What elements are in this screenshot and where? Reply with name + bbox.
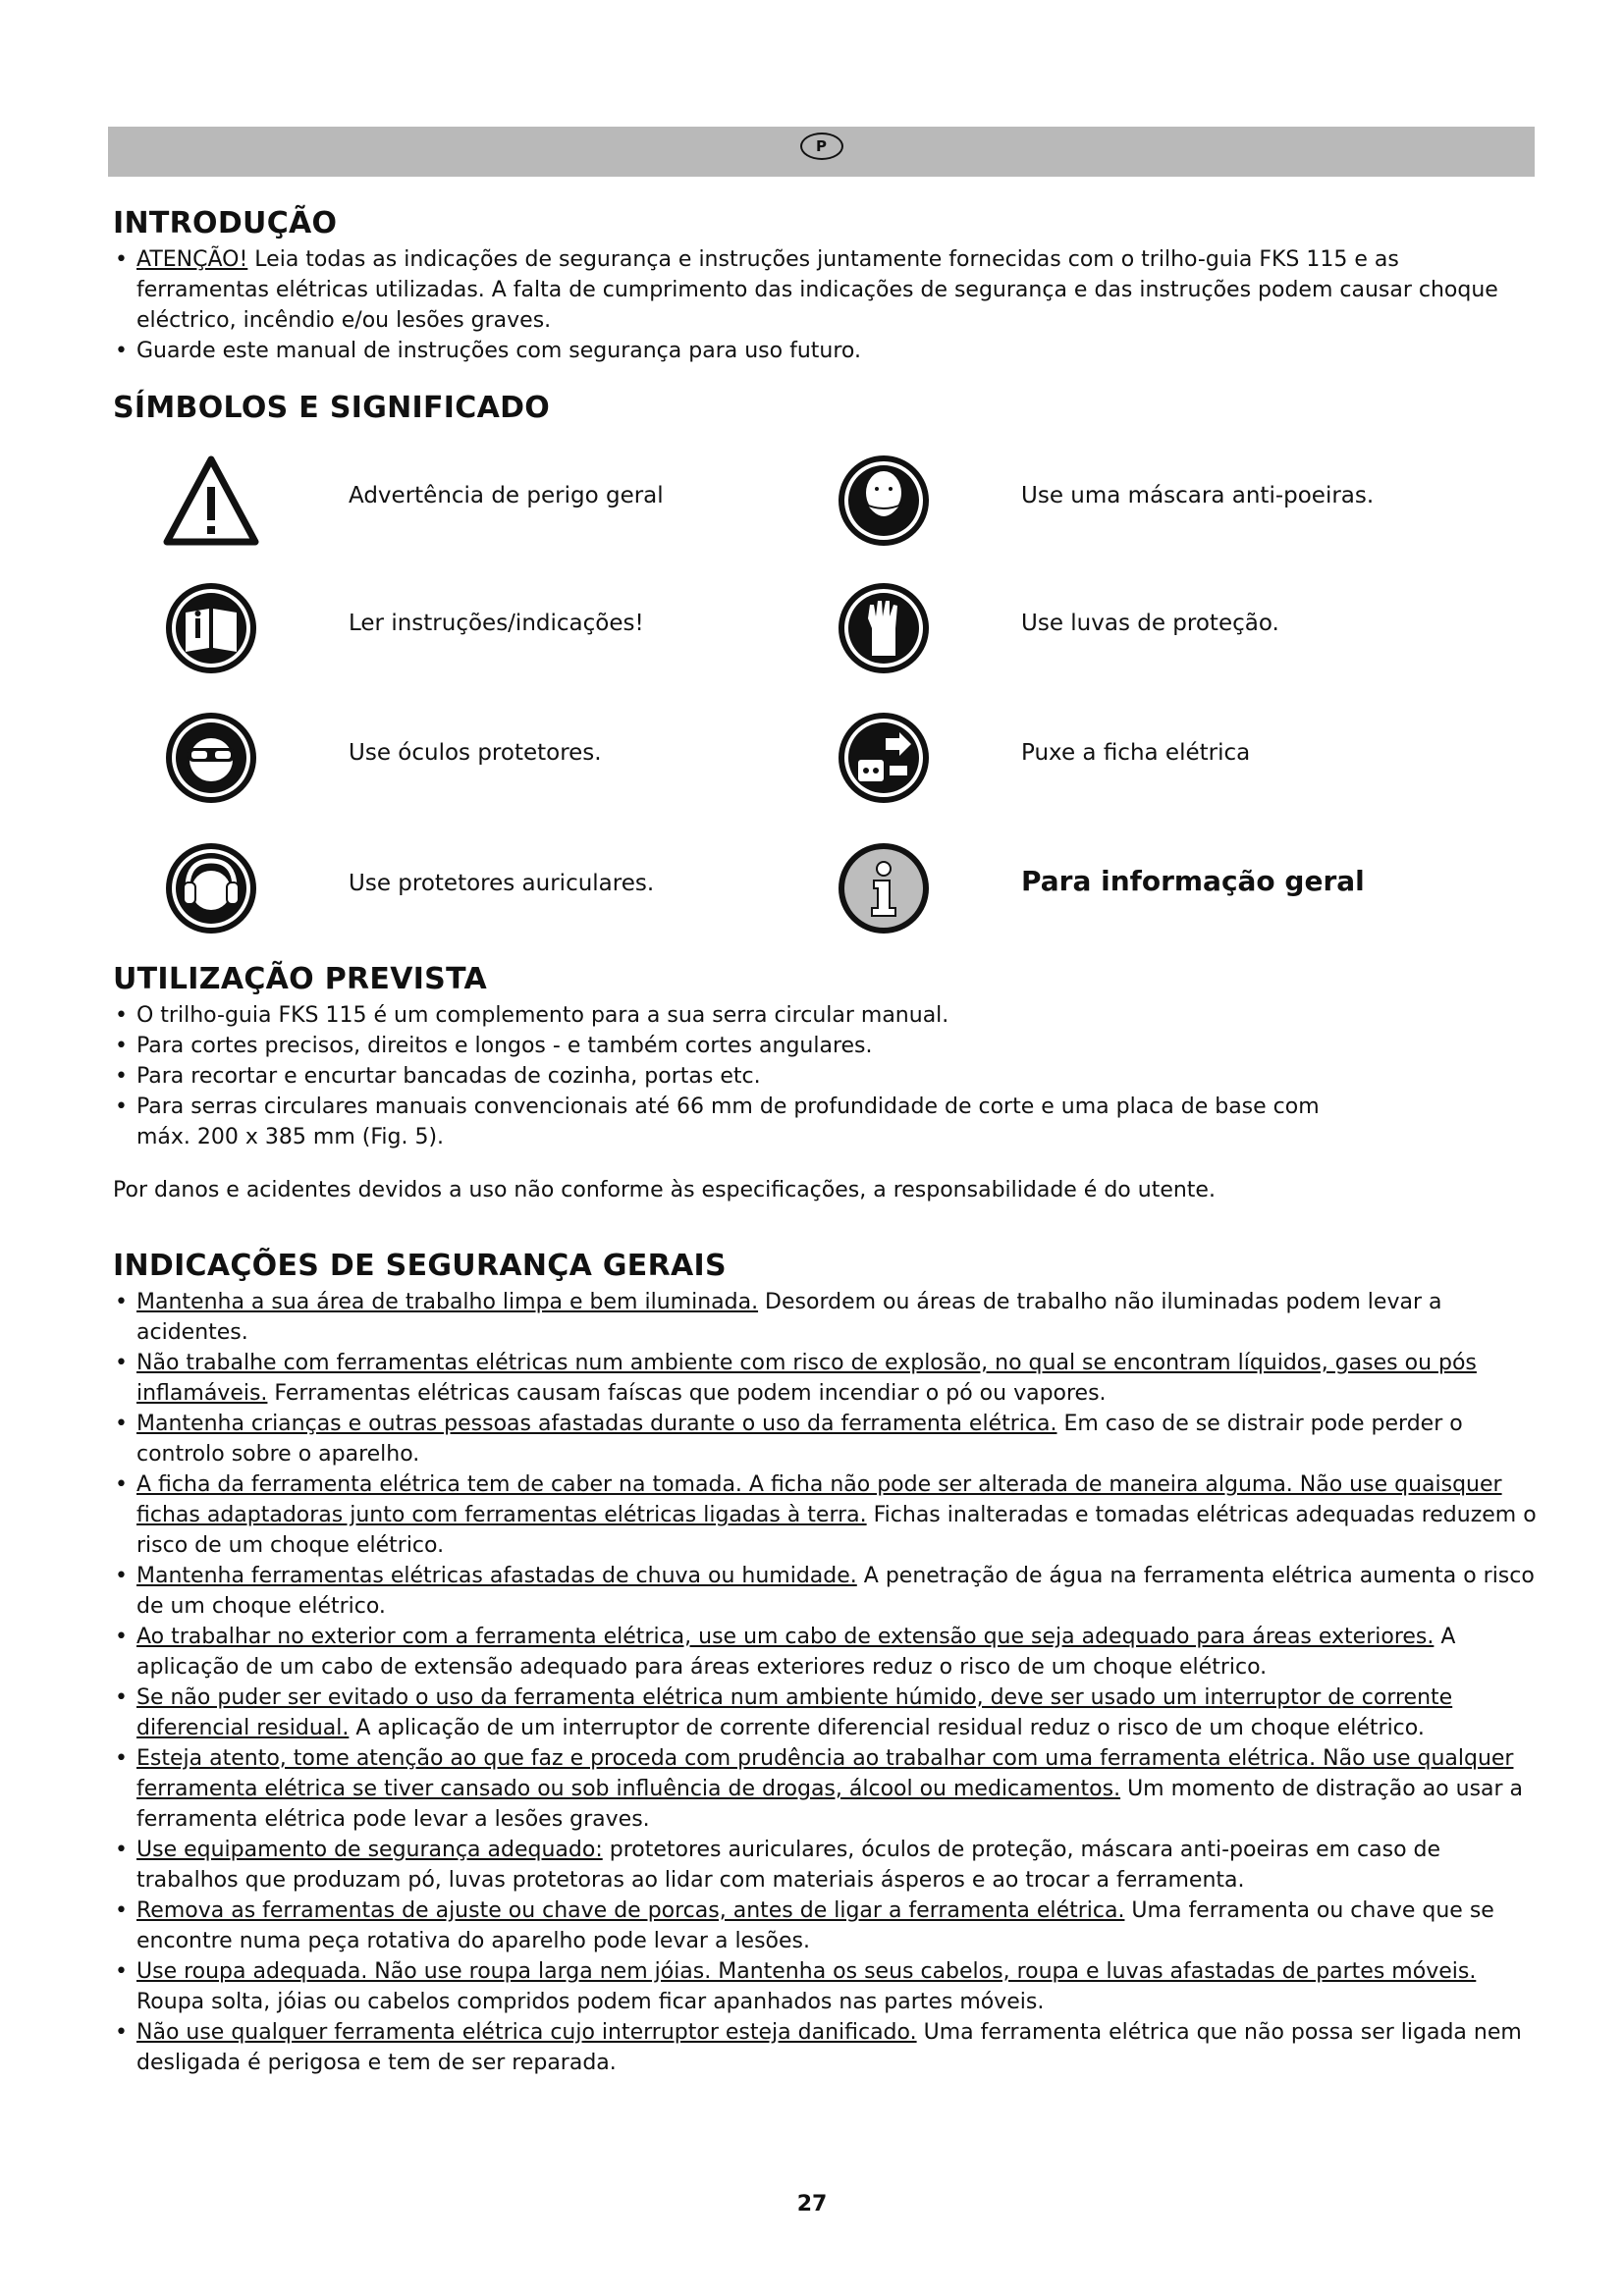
- language-badge: P: [800, 133, 843, 160]
- symbol-ear-protection: [162, 839, 830, 937]
- gloves-icon: [835, 579, 933, 677]
- list-item: [113, 1469, 1537, 1561]
- symbol-goggles: [162, 709, 830, 807]
- manual-book-icon: [162, 579, 260, 677]
- intro-section: [113, 206, 1537, 366]
- safety-section: [113, 1249, 1537, 2078]
- list-item: [113, 244, 1537, 336]
- list-item: [113, 1561, 1537, 1622]
- symbol-gloves: [835, 579, 1502, 677]
- list-item: [113, 1956, 1537, 2017]
- safety-explanation: Fichas inalteradas e tomadas elétricas adequadas reduzem o risco de um choque elétrico.: [136, 1503, 1537, 1558]
- safety-rule: Mantenha ferramentas elétricas afastadas de chuva ou humidade.: [136, 1564, 857, 1588]
- intro-list: [113, 244, 1537, 366]
- list-item: [113, 1743, 1537, 1835]
- safety-explanation: A aplicação de um cabo de extensão adequado para áreas exteriores reduz o risco de um choque elétrico.: [136, 1625, 1456, 1680]
- responsibility-note: Por danos e acidentes devidos a uso não conforme às especificações, a responsabilidade é do utente.: [113, 1178, 1216, 1202]
- goggles-icon: [162, 709, 260, 807]
- safety-rule: Ao trabalhar no exterior com a ferramenta elétrica, use um cabo de extensão que seja adequado para áreas exteriores.: [136, 1625, 1435, 1649]
- intro-bullet-text: Leia todas as indicações de segurança e instruções juntamente fornecidas com o trilho-guia FKS 115 e as ferramentas elétricas utilizadas. A falta de cumprimento das indicações de segurança e das instruções podem causar choque eléctrico, incêndio e/ou lesões graves.: [136, 247, 1498, 333]
- warning-triangle-icon: [162, 452, 260, 550]
- symbols-title: SÍMBOLOS E SIGNIFICADO: [113, 391, 551, 425]
- symbol-label: Use óculos protetores.: [349, 740, 602, 766]
- safety-rule: Não use qualquer ferramenta elétrica cujo interruptor esteja danificado.: [136, 2020, 917, 2045]
- list-item: [113, 1835, 1537, 1896]
- safety-explanation: Ferramentas elétricas causam faíscas que podem incendiar o pó ou vapores.: [267, 1381, 1107, 1406]
- safety-explanation: Uma ferramenta ou chave que se encontre numa peça rotativa do aparelho pode levar a lesões.: [136, 1898, 1494, 1953]
- dust-mask-icon: [835, 452, 933, 550]
- list-item: • O trilho-guia FKS 115 é um complemento para a sua serra circular manual.: [113, 1000, 1537, 1031]
- symbol-unplug: [835, 709, 1502, 807]
- list-item: [113, 1409, 1537, 1469]
- list-item: [113, 1622, 1537, 1682]
- safety-explanation: Em caso de se distrair pode perder o controlo sobre o aparelho.: [136, 1412, 1463, 1467]
- symbol-info: [835, 839, 1502, 937]
- intended-use-section: [113, 962, 1537, 1205]
- safety-explanation: Roupa solta, jóias ou cabelos compridos podem ficar apanhados nas partes móveis.: [136, 1990, 1045, 2014]
- list-item: [113, 1348, 1537, 1409]
- list-item: [113, 1896, 1537, 1956]
- symbol-label: Advertência de perigo geral: [349, 483, 664, 508]
- symbol-dust-mask: [835, 452, 1502, 550]
- symbols-grid: [113, 452, 1537, 933]
- safety-explanation: Desordem ou áreas de trabalho não iluminadas podem levar a acidentes.: [136, 1290, 1442, 1345]
- list-item: • Para cortes precisos, direitos e longos - e também cortes angulares.: [113, 1031, 1537, 1061]
- attention-label: ATENÇÃO!: [136, 247, 248, 272]
- list-item: • Guarde este manual de instruções com segurança para uso futuro.: [113, 336, 1537, 366]
- symbols-section: [113, 391, 1537, 425]
- safety-rule: Remova as ferramentas de ajuste ou chave de porcas, antes de ligar a ferramenta elétrica.: [136, 1898, 1125, 1923]
- ear-protection-icon: [162, 839, 260, 937]
- symbol-manual: [162, 579, 830, 677]
- symbol-label: Use luvas de proteção.: [1021, 611, 1279, 636]
- safety-rule: A ficha da ferramenta elétrica tem de caber na tomada. A ficha não pode ser alterada de maneira alguma. Não use quaisquer fichas adaptadoras junto com ferramentas elétricas ligadas à terra.: [136, 1472, 1502, 1527]
- safety-rule: Se não puder ser evitado o uso da ferramenta elétrica num ambiente húmido, deve ser usado um interruptor de corrente diferencial residual.: [136, 1685, 1453, 1740]
- symbol-label: Use uma máscara anti-poeiras.: [1021, 483, 1375, 508]
- intended-use-title: UTILIZAÇÃO PREVISTA: [113, 962, 488, 996]
- page-number: 27: [796, 2192, 828, 2216]
- intended-use-list: [113, 1000, 1537, 1152]
- safety-rule: Use roupa adequada. Não use roupa larga nem jóias. Mantenha os seus cabelos, roupa e luvas afastadas de partes móveis.: [136, 1959, 1477, 1984]
- safety-rule: Esteja atento, tome atenção ao que faz e proceda com prudência ao trabalhar com uma ferramenta elétrica. Não use qualquer ferramenta elétrica se tiver cansado ou sob influência de drogas, álcool ou medicamentos.: [136, 1746, 1514, 1801]
- list-item: • Para serras circulares manuais convencionais até 66 mm de profundidade de corte e uma placa de base com máx. 200 x 385 mm (Fig. 5).: [113, 1092, 1364, 1152]
- safety-explanation: A aplicação de um interruptor de corrente diferencial residual reduz o risco de um choque elétrico.: [349, 1716, 1425, 1740]
- list-item: • Para recortar e encurtar bancadas de cozinha, portas etc.: [113, 1061, 1537, 1092]
- safety-explanation: protetores auriculares, óculos de proteção, máscara anti-poeiras em caso de trabalhos que produzam pó, luvas protetoras ao lidar com materiais ásperos e ao trocar a ferramenta.: [136, 1838, 1441, 1893]
- unplug-icon: [835, 709, 933, 807]
- safety-rule: Mantenha crianças e outras pessoas afastadas durante o uso da ferramenta elétrica.: [136, 1412, 1057, 1436]
- safety-rule: Não trabalhe com ferramentas elétricas num ambiente com risco de explosão, no qual se encontram líquidos, gases ou pós inflamáveis.: [136, 1351, 1477, 1406]
- safety-rule: Use equipamento de segurança adequado:: [136, 1838, 603, 1862]
- symbol-label: Use protetores auriculares.: [349, 871, 655, 896]
- safety-explanation: A penetração de água na ferramenta elétrica aumenta o risco de um choque elétrico.: [136, 1564, 1535, 1619]
- symbol-label: Puxe a ficha elétrica: [1021, 740, 1251, 766]
- safety-rule: Mantenha a sua área de trabalho limpa e bem iluminada.: [136, 1290, 759, 1314]
- symbol-warning: [162, 452, 830, 550]
- info-icon: [835, 839, 933, 937]
- safety-title: INDICAÇÕES DE SEGURANÇA GERAIS: [113, 1249, 727, 1283]
- safety-explanation: Um momento de distração ao usar a ferramenta elétrica pode levar a lesões graves.: [136, 1777, 1524, 1832]
- symbol-label: Ler instruções/indicações!: [349, 611, 644, 636]
- symbol-label: Para informação geral: [1021, 865, 1365, 897]
- header-bar: [108, 127, 1535, 177]
- list-item: [113, 1682, 1537, 1743]
- safety-explanation: Uma ferramenta elétrica que não possa ser ligada nem desligada é perigosa e tem de ser reparada.: [136, 2020, 1522, 2075]
- list-item: [113, 2017, 1537, 2078]
- intro-title: INTRODUÇÃO: [113, 206, 338, 240]
- safety-list: [113, 1287, 1537, 2078]
- list-item: [113, 1287, 1537, 1348]
